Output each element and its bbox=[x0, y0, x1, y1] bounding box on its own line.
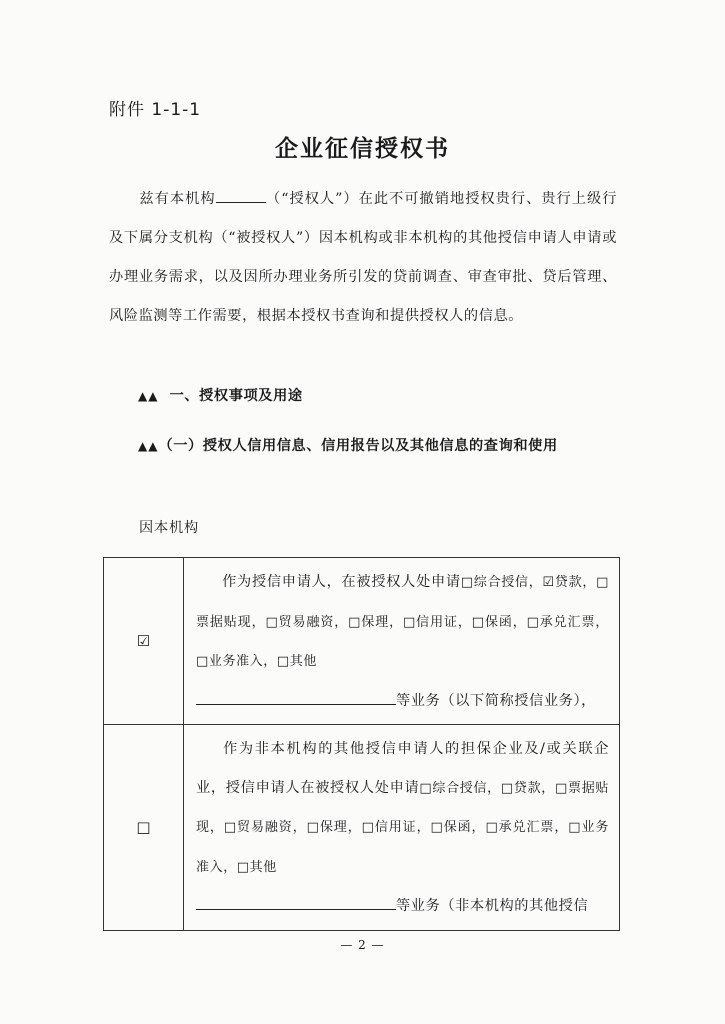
option-comprehensive-credit[interactable]: □综合授信， bbox=[460, 575, 543, 590]
table-row bbox=[104, 558, 620, 725]
row-checkbox-cell bbox=[104, 558, 184, 725]
authorization-table bbox=[103, 557, 620, 931]
intro-part2: （“授权人”）在此不可撤销地授权贵行、贵行上级行及下属分支机构（“被授权人”）因本机构或非本机构的其他授信申请人申请或办理业务需求，以及因所办理业务所引发的贷前调查、审查审批、贷后管理、风险监测等工作需要，根据本授权书查询和提供授权人的信息。 bbox=[109, 191, 617, 324]
other-business-blank[interactable] bbox=[196, 690, 396, 705]
page-number: — 2 — bbox=[340, 938, 385, 952]
triangle-marker-icon: ▲▲ bbox=[138, 389, 159, 403]
other-business-blank[interactable] bbox=[196, 895, 396, 910]
intro-part1: 兹有本机构 bbox=[139, 191, 216, 207]
option-loan[interactable]: □贷款， bbox=[500, 780, 555, 796]
row-text-cell bbox=[184, 558, 620, 725]
checked-box-icon[interactable]: ☑ bbox=[136, 632, 151, 650]
lead-text: 因本机构 bbox=[139, 520, 199, 536]
option-list[interactable]: □票据贴现，□贸易融资，□保理，□信用证，□保函，□承兑汇票，□业务准入，□其他 bbox=[196, 575, 609, 669]
institution-name-blank[interactable] bbox=[216, 188, 266, 203]
row-text-cell bbox=[184, 725, 620, 931]
row-checkbox-cell bbox=[104, 725, 184, 931]
intro-paragraph bbox=[109, 180, 617, 336]
subsection-heading-text: （一）授权人信用信息、信用报告以及其他信息的查询和使用 bbox=[158, 438, 558, 454]
section-heading-text: 一、授权事项及用途 bbox=[169, 388, 303, 404]
option-list[interactable]: □票据贴现，□贸易融资，□保理，□信用证，□保函，□承兑汇票，□业务准入，□其他 bbox=[196, 780, 609, 875]
attachment-label: 附件 1-1-1 bbox=[109, 100, 202, 120]
triangle-marker-icon: ▲▲ bbox=[138, 439, 159, 453]
option-comprehensive-credit[interactable]: □综合授信， bbox=[419, 780, 501, 796]
unchecked-box-icon[interactable]: □ bbox=[136, 818, 151, 837]
document-title: 企业征信授权书 bbox=[275, 135, 450, 162]
row-intro: 作为非本机构的其他授信申请人的担保企业及/或关联企业，授信申请人在被授权人处申请 bbox=[196, 741, 609, 796]
row-tail: 等业务（以下简称授信业务）， bbox=[396, 692, 596, 709]
row-tail: 等业务（非本机构的其他授信 bbox=[396, 898, 589, 914]
section-heading-1 bbox=[138, 385, 303, 405]
table-row bbox=[104, 725, 620, 931]
option-loan[interactable]: ☑贷款， bbox=[542, 575, 597, 590]
row-intro: 作为授信申请人，在被授权人处申请 bbox=[222, 574, 461, 590]
subsection-heading-1 bbox=[109, 425, 617, 467]
